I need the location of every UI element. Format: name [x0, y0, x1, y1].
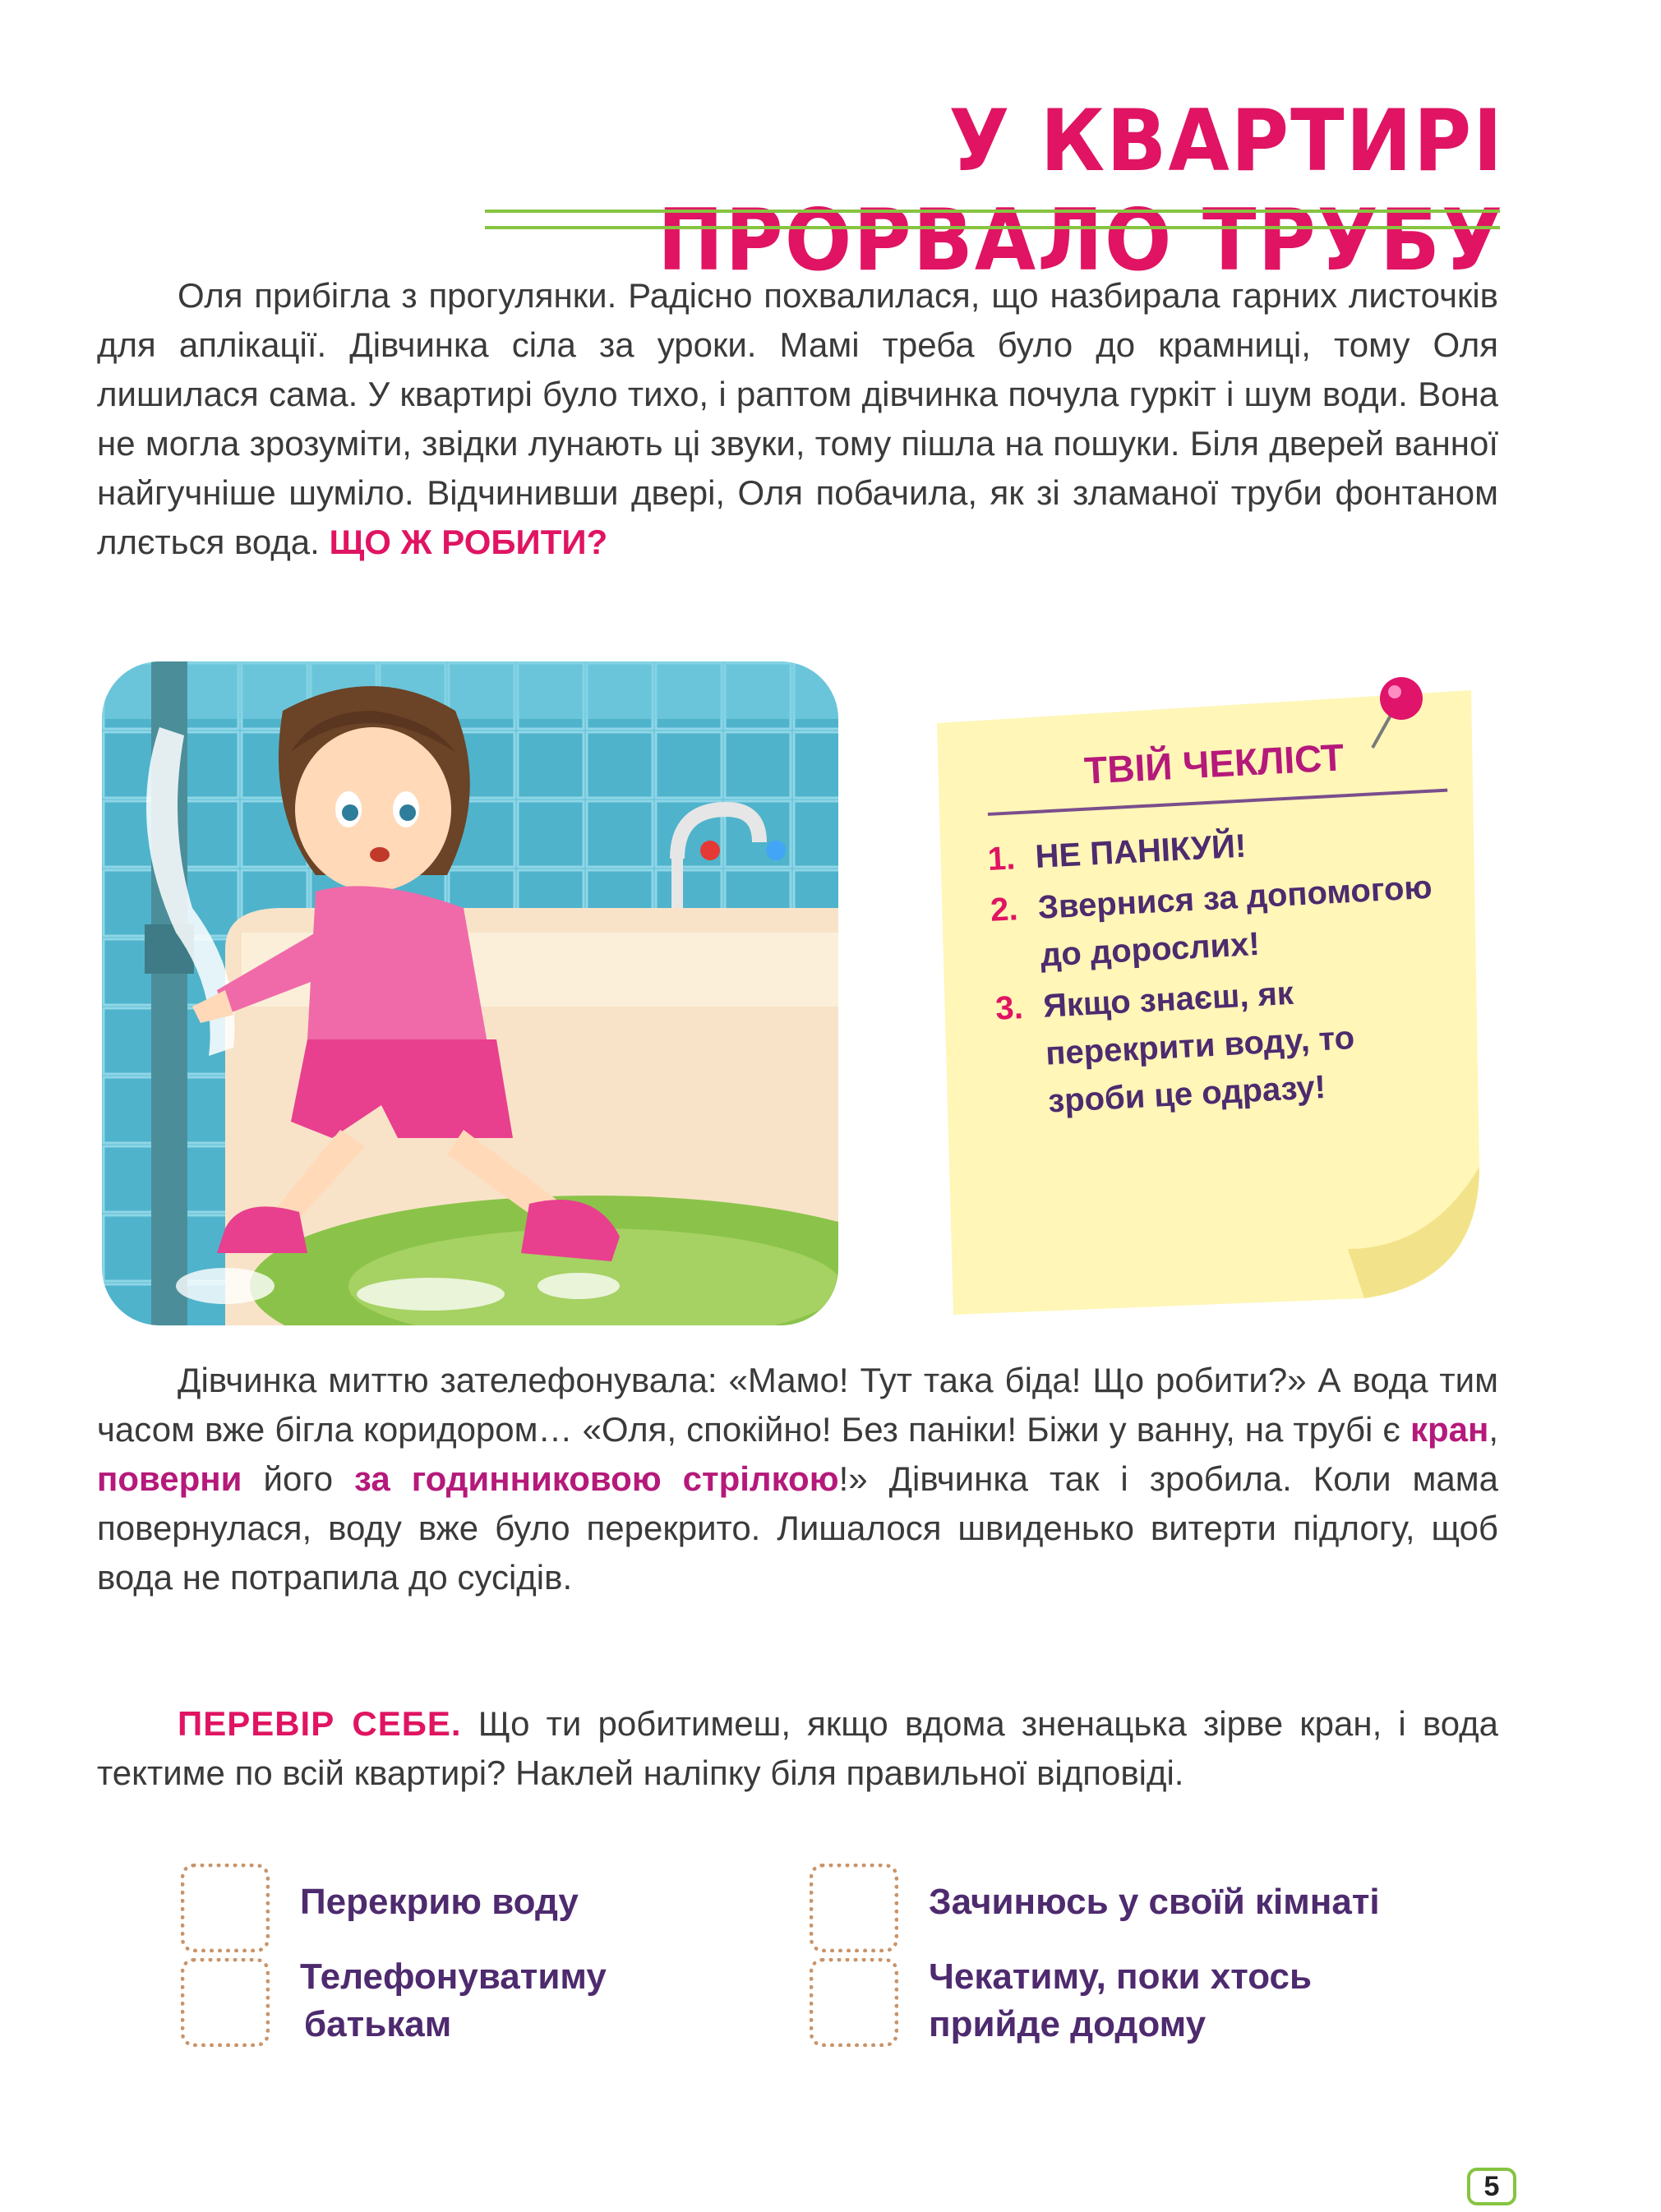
sticker-place[interactable] — [810, 1864, 898, 1952]
bathroom-illustration — [102, 661, 838, 1325]
checklist-title: ТВІЙ ЧЕКЛІСТ — [1082, 735, 1345, 792]
check-yourself-question: Що ти робитимеш, якщо вдома зненацька зірве кран, і вода тектиме по всій квартирі? Наклей наліпку біля правильної відповіді. — [97, 1704, 1498, 1792]
what-to-do-highlight: ЩО Ж РОБИТИ? — [329, 523, 608, 561]
answer-text-line-2: батькам — [304, 2004, 452, 2044]
turn-highlight: поверни — [97, 1459, 242, 1498]
answer-options — [181, 1864, 1496, 2085]
answer-text-line-1: Телефонуватиму — [300, 1956, 607, 1997]
clockwise-highlight: за годинниковою стрілкою — [354, 1459, 839, 1498]
sticker-place[interactable] — [181, 1958, 270, 2047]
story-paragraph-1 — [97, 271, 1498, 567]
checklist-note — [904, 674, 1488, 1315]
story-text-word: його — [263, 1459, 334, 1498]
answer-text-line-1: Чекатиму, поки хтось — [929, 1956, 1313, 1997]
checklist-item-number: 3. — [994, 989, 1024, 1027]
check-yourself-label: ПЕРЕВІР СЕБЕ. — [178, 1704, 462, 1743]
answer-text-line-2: прийде додому — [929, 2004, 1207, 2044]
girl-in-bathroom-picture — [102, 661, 838, 1325]
comma: , — [1488, 1410, 1499, 1449]
pin-icon — [1380, 677, 1423, 720]
page-number: 5 — [1467, 2168, 1516, 2205]
checklist-item-text: Якщо знаєш, як перекрити воду, то зроби це одразу! — [1042, 975, 1356, 1120]
story-paragraph-2 — [97, 1356, 1498, 1602]
title-underline — [485, 210, 1500, 229]
checklist-item — [994, 961, 1461, 1128]
checklist-item-text: Звернися за допомогою до дорослих! — [1036, 869, 1433, 974]
story-text-2b: !» Дівчинка так і зробила. Коли мама повернулася, воду вже було перекрито. Лишалося швиденько витерти підлогу, щоб вода не потрапила до сусідів. — [97, 1459, 1499, 1597]
checklist-items — [986, 812, 1461, 1131]
answer-text: Зачинюсь у своїй кімнаті — [929, 1882, 1380, 1922]
valve-highlight: кран — [1410, 1410, 1489, 1449]
checklist-item-text: НЕ ПАНІКУЙ! — [1034, 827, 1248, 875]
checklist-item-number: 1. — [986, 840, 1017, 878]
checklist-item-number: 2. — [989, 891, 1019, 929]
story-text-2a: Дівчинка миттю зателефонувала: «Мамо! Тут така біда! Що робити?» А вода тим часом вже бігла коридором… «Оля, спокійно! Без паніки! Біжи у ванну, на трубі є — [97, 1361, 1498, 1449]
sticker-place[interactable] — [810, 1958, 898, 2047]
sticker-place[interactable] — [181, 1864, 270, 1952]
story-text-1: Оля прибігла з прогулянки. Радісно похвалилася, що назбирала гарних листочків для аплікації. Дівчинка сіла за уроки. Мамі треба було до крамниці, тому Оля лишилася сама. У квартирі було тихо, і раптом дівчинка почула гуркіт і шум води. Вона не могла зрозуміти, звідки лунають ці звуки, тому пішла на пошуки. Біля дверей ванної найгучніше шуміло. Відчинивши двері, Оля побачила, як зі зламаної труби фонтаном ллється вода. — [97, 276, 1498, 561]
page-title: У КВАРТИРІ ПРОРВАЛО ТРУБУ — [657, 91, 1504, 290]
check-yourself-paragraph — [97, 1699, 1498, 1798]
answer-text: Перекрию воду — [300, 1882, 579, 1922]
